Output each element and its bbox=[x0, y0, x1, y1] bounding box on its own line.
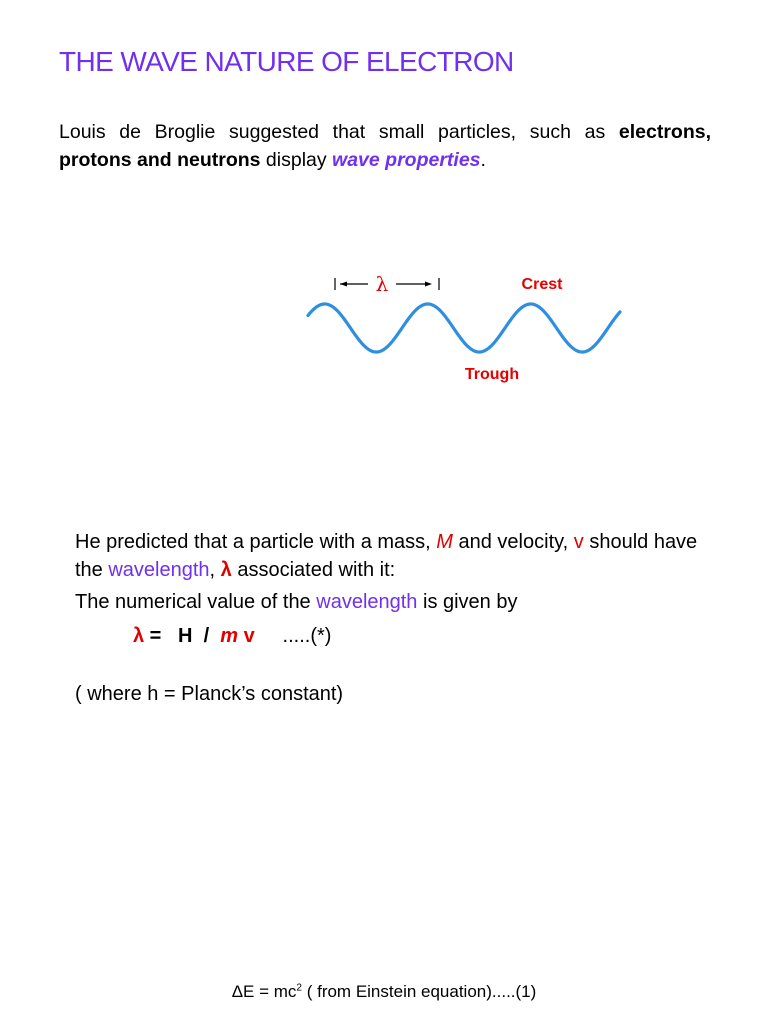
crest-label: Crest bbox=[521, 276, 563, 293]
wave-properties-emphasis: wave properties bbox=[332, 149, 481, 171]
wavelength-marker bbox=[335, 272, 439, 296]
mass-symbol: M bbox=[436, 531, 453, 553]
planck-note: ( where h = Planck’s constant) bbox=[75, 683, 344, 705]
intro-paragraph bbox=[59, 118, 711, 174]
equation-velocity: v bbox=[238, 625, 255, 647]
numerical-value-paragraph: The numerical value of the wavelength is given by bbox=[75, 591, 518, 613]
intro-text: Louis de Broglie suggested that small particles, such as bbox=[59, 121, 619, 143]
wave-diagram bbox=[300, 262, 640, 392]
prediction-paragraph: He predicted that a particle with a mass, M and velocity, v should have the wavelength, λ associated with it: bbox=[75, 531, 698, 581]
sine-wave bbox=[308, 304, 620, 352]
einstein-equation: $\Delta E = mc^2$ ( from Einstein equation).....(1) bbox=[231, 982, 537, 1001]
page-title: THE WAVE NATURE OF ELECTRON bbox=[59, 46, 514, 77]
wavelength-term-2: wavelength bbox=[316, 591, 418, 613]
equation-middle: = H / bbox=[144, 625, 221, 647]
lambda-symbol: λ bbox=[220, 559, 232, 581]
velocity-symbol: v bbox=[573, 531, 584, 553]
particles-bold: electrons, protons and neutrons bbox=[59, 121, 711, 171]
intro-period: . bbox=[480, 149, 486, 171]
equation-reference: .....(*) bbox=[254, 625, 332, 647]
wavelength-term: wavelength bbox=[108, 559, 210, 581]
intro-text-2: display bbox=[260, 149, 333, 171]
squared-superscript: 2 bbox=[296, 982, 302, 994]
equation-mass: m bbox=[220, 625, 239, 647]
de-broglie-equation bbox=[75, 622, 715, 650]
content-block bbox=[75, 528, 715, 708]
lambda-label: λ bbox=[375, 272, 389, 296]
equation-lambda: λ bbox=[133, 625, 145, 647]
trough-label: Trough bbox=[464, 366, 520, 383]
